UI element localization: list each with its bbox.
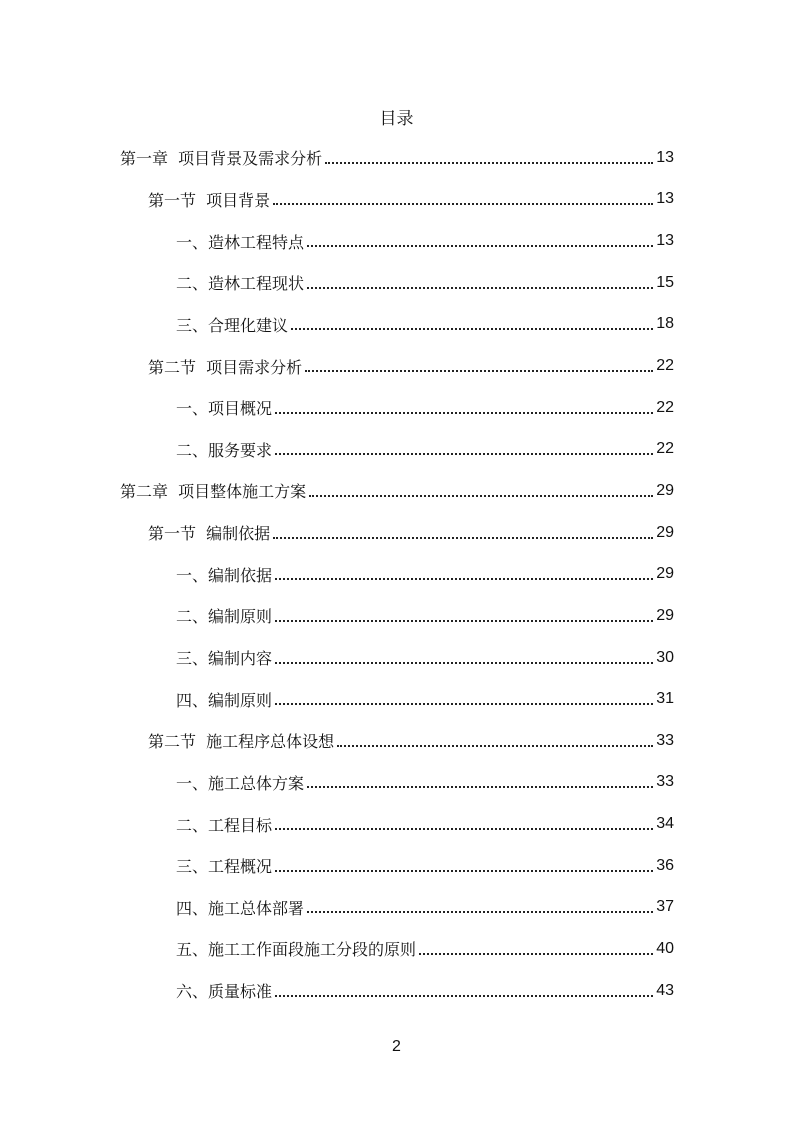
dot-leader bbox=[309, 495, 653, 497]
toc-entry[interactable] bbox=[120, 928, 674, 970]
toc-title: 目录 bbox=[379, 109, 414, 129]
dot-leader bbox=[273, 537, 653, 539]
toc-entry[interactable] bbox=[120, 512, 674, 554]
toc-entry[interactable] bbox=[120, 387, 674, 429]
toc-entry[interactable] bbox=[120, 803, 674, 845]
toc-entry-page: 40 bbox=[656, 939, 674, 957]
toc-entry[interactable] bbox=[120, 845, 674, 887]
toc-entry[interactable] bbox=[120, 762, 674, 804]
dot-leader bbox=[275, 453, 653, 455]
toc-entry-page: 13 bbox=[656, 190, 674, 208]
dot-leader bbox=[419, 953, 653, 955]
toc-entry-page: 43 bbox=[656, 981, 674, 999]
toc-entry[interactable] bbox=[120, 304, 674, 346]
toc-entry-page: 18 bbox=[656, 315, 674, 333]
dot-leader bbox=[273, 203, 653, 205]
toc-entry-page: 36 bbox=[656, 856, 674, 874]
toc-entry-page: 29 bbox=[656, 481, 674, 499]
toc-entry-label: 第二节 施工程序总体设想 bbox=[148, 732, 335, 752]
dot-leader bbox=[305, 370, 653, 372]
toc-entry-label: 三、编制内容 bbox=[176, 649, 273, 668]
toc-entry-label: 三、工程概况 bbox=[176, 857, 273, 877]
dot-leader bbox=[307, 245, 653, 247]
dot-leader bbox=[275, 995, 653, 997]
dot-leader bbox=[307, 786, 653, 788]
toc-entry[interactable] bbox=[120, 345, 674, 387]
toc-entry[interactable] bbox=[120, 137, 674, 179]
dot-leader bbox=[325, 162, 653, 164]
toc-entry[interactable] bbox=[120, 262, 674, 304]
toc-entry-page: 31 bbox=[656, 690, 674, 708]
dot-leader bbox=[275, 828, 653, 830]
dot-leader bbox=[275, 662, 653, 664]
dot-leader bbox=[337, 745, 653, 747]
toc-entry-label: 第二章 项目整体施工方案 bbox=[120, 482, 307, 502]
toc-entry-label: 一、项目概况 bbox=[176, 399, 273, 419]
toc-entry-label: 一、编制依据 bbox=[176, 565, 273, 585]
toc-entry-label: 二、造林工程现状 bbox=[176, 274, 305, 294]
toc-entry[interactable] bbox=[120, 220, 674, 262]
toc-entry-label: 四、编制原则 bbox=[176, 690, 273, 710]
toc-entry[interactable] bbox=[120, 887, 674, 929]
toc-entry-page: 29 bbox=[656, 565, 674, 583]
toc-entry[interactable] bbox=[120, 470, 674, 512]
toc-entry[interactable] bbox=[120, 637, 674, 679]
toc-entry-page: 29 bbox=[656, 606, 674, 624]
toc-entry-label: 三、合理化建议 bbox=[176, 315, 289, 335]
toc-entry-page: 13 bbox=[656, 232, 674, 250]
toc-entry-page: 13 bbox=[656, 148, 674, 166]
toc-entry[interactable] bbox=[120, 970, 674, 1012]
dot-leader bbox=[275, 703, 653, 705]
toc-entry[interactable] bbox=[120, 179, 674, 221]
toc-entry-page: 33 bbox=[656, 731, 674, 749]
dot-leader bbox=[275, 620, 653, 622]
toc-entry-page: 22 bbox=[656, 398, 674, 416]
toc-entry-label: 二、编制原则 bbox=[176, 607, 273, 627]
toc-entry-label: 二、工程目标 bbox=[176, 815, 273, 835]
toc-entry-label: 二、服务要求 bbox=[176, 440, 273, 460]
toc-entry-label: 第一节 项目背景 bbox=[148, 190, 271, 210]
toc-entry-page: 34 bbox=[656, 815, 674, 833]
dot-leader bbox=[291, 328, 653, 330]
toc-entry-page: 29 bbox=[656, 523, 674, 541]
toc-entry-page: 15 bbox=[656, 273, 674, 291]
toc-entry-page: 33 bbox=[656, 773, 674, 791]
toc-entry-page: 37 bbox=[656, 898, 674, 916]
page-number: 2 bbox=[392, 1038, 401, 1055]
toc-entry-label: 五、施工工作面段施工分段的原则 bbox=[176, 940, 417, 960]
toc-entry-label: 一、施工总体方案 bbox=[176, 773, 305, 793]
toc-entry[interactable] bbox=[120, 720, 674, 762]
toc-entry-label: 六、质量标准 bbox=[176, 982, 273, 1002]
dot-leader bbox=[275, 412, 653, 414]
toc-entry-label: 四、施工总体部署 bbox=[176, 898, 305, 918]
toc-entry-page: 30 bbox=[656, 648, 674, 666]
dot-leader bbox=[275, 870, 653, 872]
toc-entry[interactable] bbox=[120, 595, 674, 637]
toc-entry[interactable] bbox=[120, 428, 674, 470]
toc-entry-label: 第二节 项目需求分析 bbox=[148, 357, 303, 377]
dot-leader bbox=[307, 287, 653, 289]
toc-entry-page: 22 bbox=[656, 440, 674, 458]
toc-entry[interactable] bbox=[120, 678, 674, 720]
toc-entry-label: 第一节 编制依据 bbox=[148, 524, 271, 544]
dot-leader bbox=[307, 911, 653, 913]
toc-entry-page: 22 bbox=[656, 357, 674, 375]
toc-entry-label: 一、造林工程特点 bbox=[176, 232, 305, 252]
dot-leader bbox=[275, 578, 653, 580]
toc-entry[interactable] bbox=[120, 553, 674, 595]
table-of-contents bbox=[120, 137, 674, 1011]
toc-entry-label: 第一章 项目背景及需求分析 bbox=[120, 149, 323, 169]
